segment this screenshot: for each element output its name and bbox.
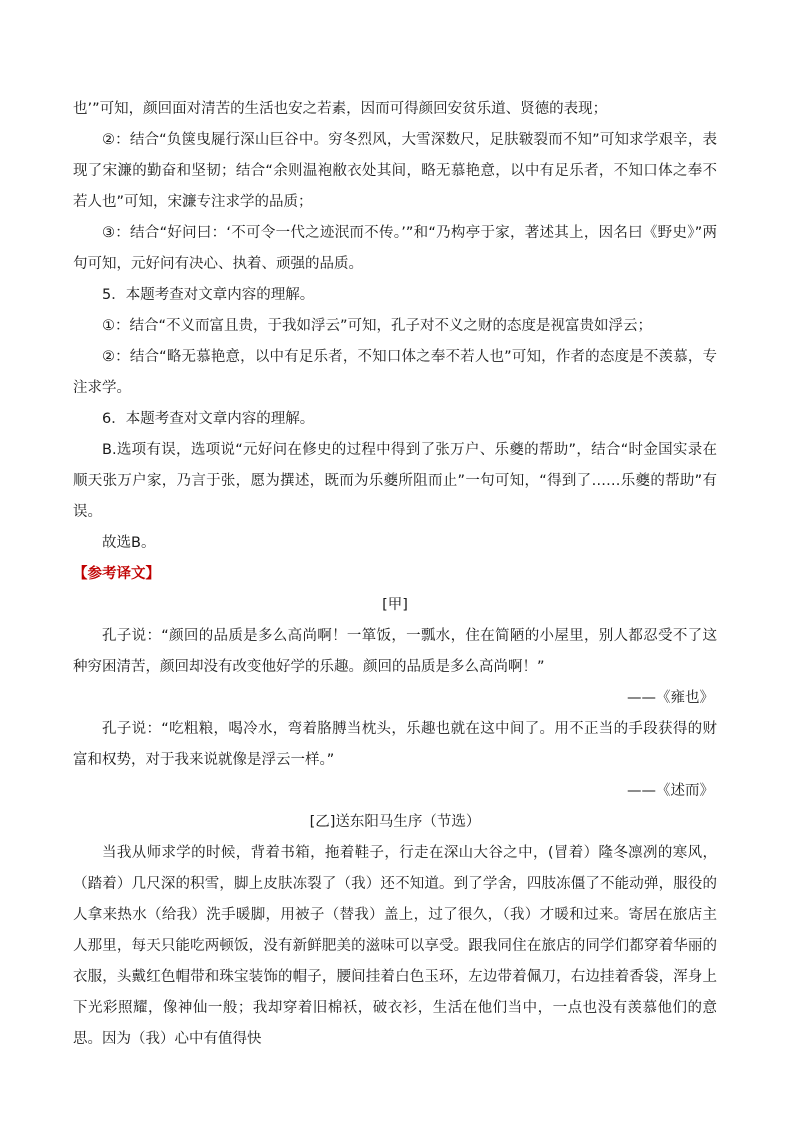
- section-yi-heading: [乙]送东阳马生序（节选）: [309, 814, 481, 830]
- paragraph-author-attitude: ②：结合“略无慕艳意，以中有足乐者，不知口体之奉不若人也”可知，作者的态度是不羡慕，专注求学。: [73, 349, 717, 396]
- source-yongye: ——《雍也》: [627, 690, 714, 706]
- paragraph-confucius-attitude: ①：结合“不义而富且贵，于我如浮云”可知，孔子对不义之财的态度是视富贵如浮云；: [102, 318, 653, 334]
- source-shuer: ——《述而》: [627, 783, 714, 799]
- question-5-heading: 5．本题考查对文章内容的理解。: [102, 287, 315, 303]
- section-jia-heading: [甲]: [382, 597, 408, 613]
- translation-yongye: 孔子说：“颜回的品质是多么高尚啊！一箪饭，一瓢水，住在简陋的小屋里，别人都忍受不了这种穷困清苦，颜回却没有改变他好学的乐趣。颜回的品质是多么高尚啊！”: [73, 628, 717, 675]
- paragraph-option-b-analysis: B.选项有误，选项说“元好问在修史的过程中得到了张万户、乐夔的帮助”，结合“时金国实录在顺天张万户家，乃言于张，愿为撰述，既而为乐夔所阻而止”一句可知，“得到了……乐夔的帮助”有误。: [73, 442, 717, 520]
- reference-translation-title: 【参考译文】: [73, 566, 160, 582]
- paragraph-songlian-analysis: ②：结合“负箧曳屣行深山巨谷中。穷冬烈风，大雪深数尺，足肤皲裂而不知”可知求学艰辛，表现了宋濂的勤奋和坚韧；结合“余则温袍敝衣处其间，略无慕艳意，以中有足乐者，不知口体之奉不若人也”可知，宋濂专注求学的品质；: [73, 132, 717, 210]
- question-6-heading: 6．本题考查对文章内容的理解。: [102, 411, 315, 427]
- translation-shuer: 孔子说：“吃粗粮，喝冷水，弯着胳膊当枕头，乐趣也就在这中间了。用不正当的手段获得的财富和权势，对于我来说就像是浮云一样。”: [73, 721, 717, 768]
- paragraph-yuanhaowen-analysis: ③：结合“好问曰：‘不可令一代之迹泯而不传。’”和“乃构亭于家，著述其上，因名曰《野史》”两句可知，元好问有决心、执着、顽强的品质。: [73, 225, 717, 272]
- translation-songdongyang: 当我从师求学的时候，背着书箱，拖着鞋子，行走在深山大谷之中，(冒着）隆冬凛冽的寒风，（踏着）几尺深的积雪，脚上皮肤冻裂了（我）还不知道。到了学舍，四肢冻僵了不能动弹，服役的人拿来热水（给我）洗手暖脚，用被子（替我）盖上，过了很久，（我）才暖和过来。寄居在旅店主人那里，每天只能吃两顿饭，没有新鲜肥美的滋味可以享受。跟我同住在旅店的同学们都穿着华丽的衣服，头戴红色帽带和珠宝装饰的帽子，腰间挂着白色玉环，左边带着佩刀，右边挂着香袋，浑身上下光彩照耀，像神仙一般；我却穿着旧棉袄，破衣衫，生活在他们当中，一点也没有羡慕他们的意思。因为（我）心中有值得快: [73, 845, 717, 1047]
- paragraph-yanhui-conclusion: 也’”可知，颜回面对清苦的生活也安之若素，因而可得颜回安贫乐道、贤德的表现；: [73, 101, 608, 117]
- answer-line: 故选B。: [102, 535, 156, 551]
